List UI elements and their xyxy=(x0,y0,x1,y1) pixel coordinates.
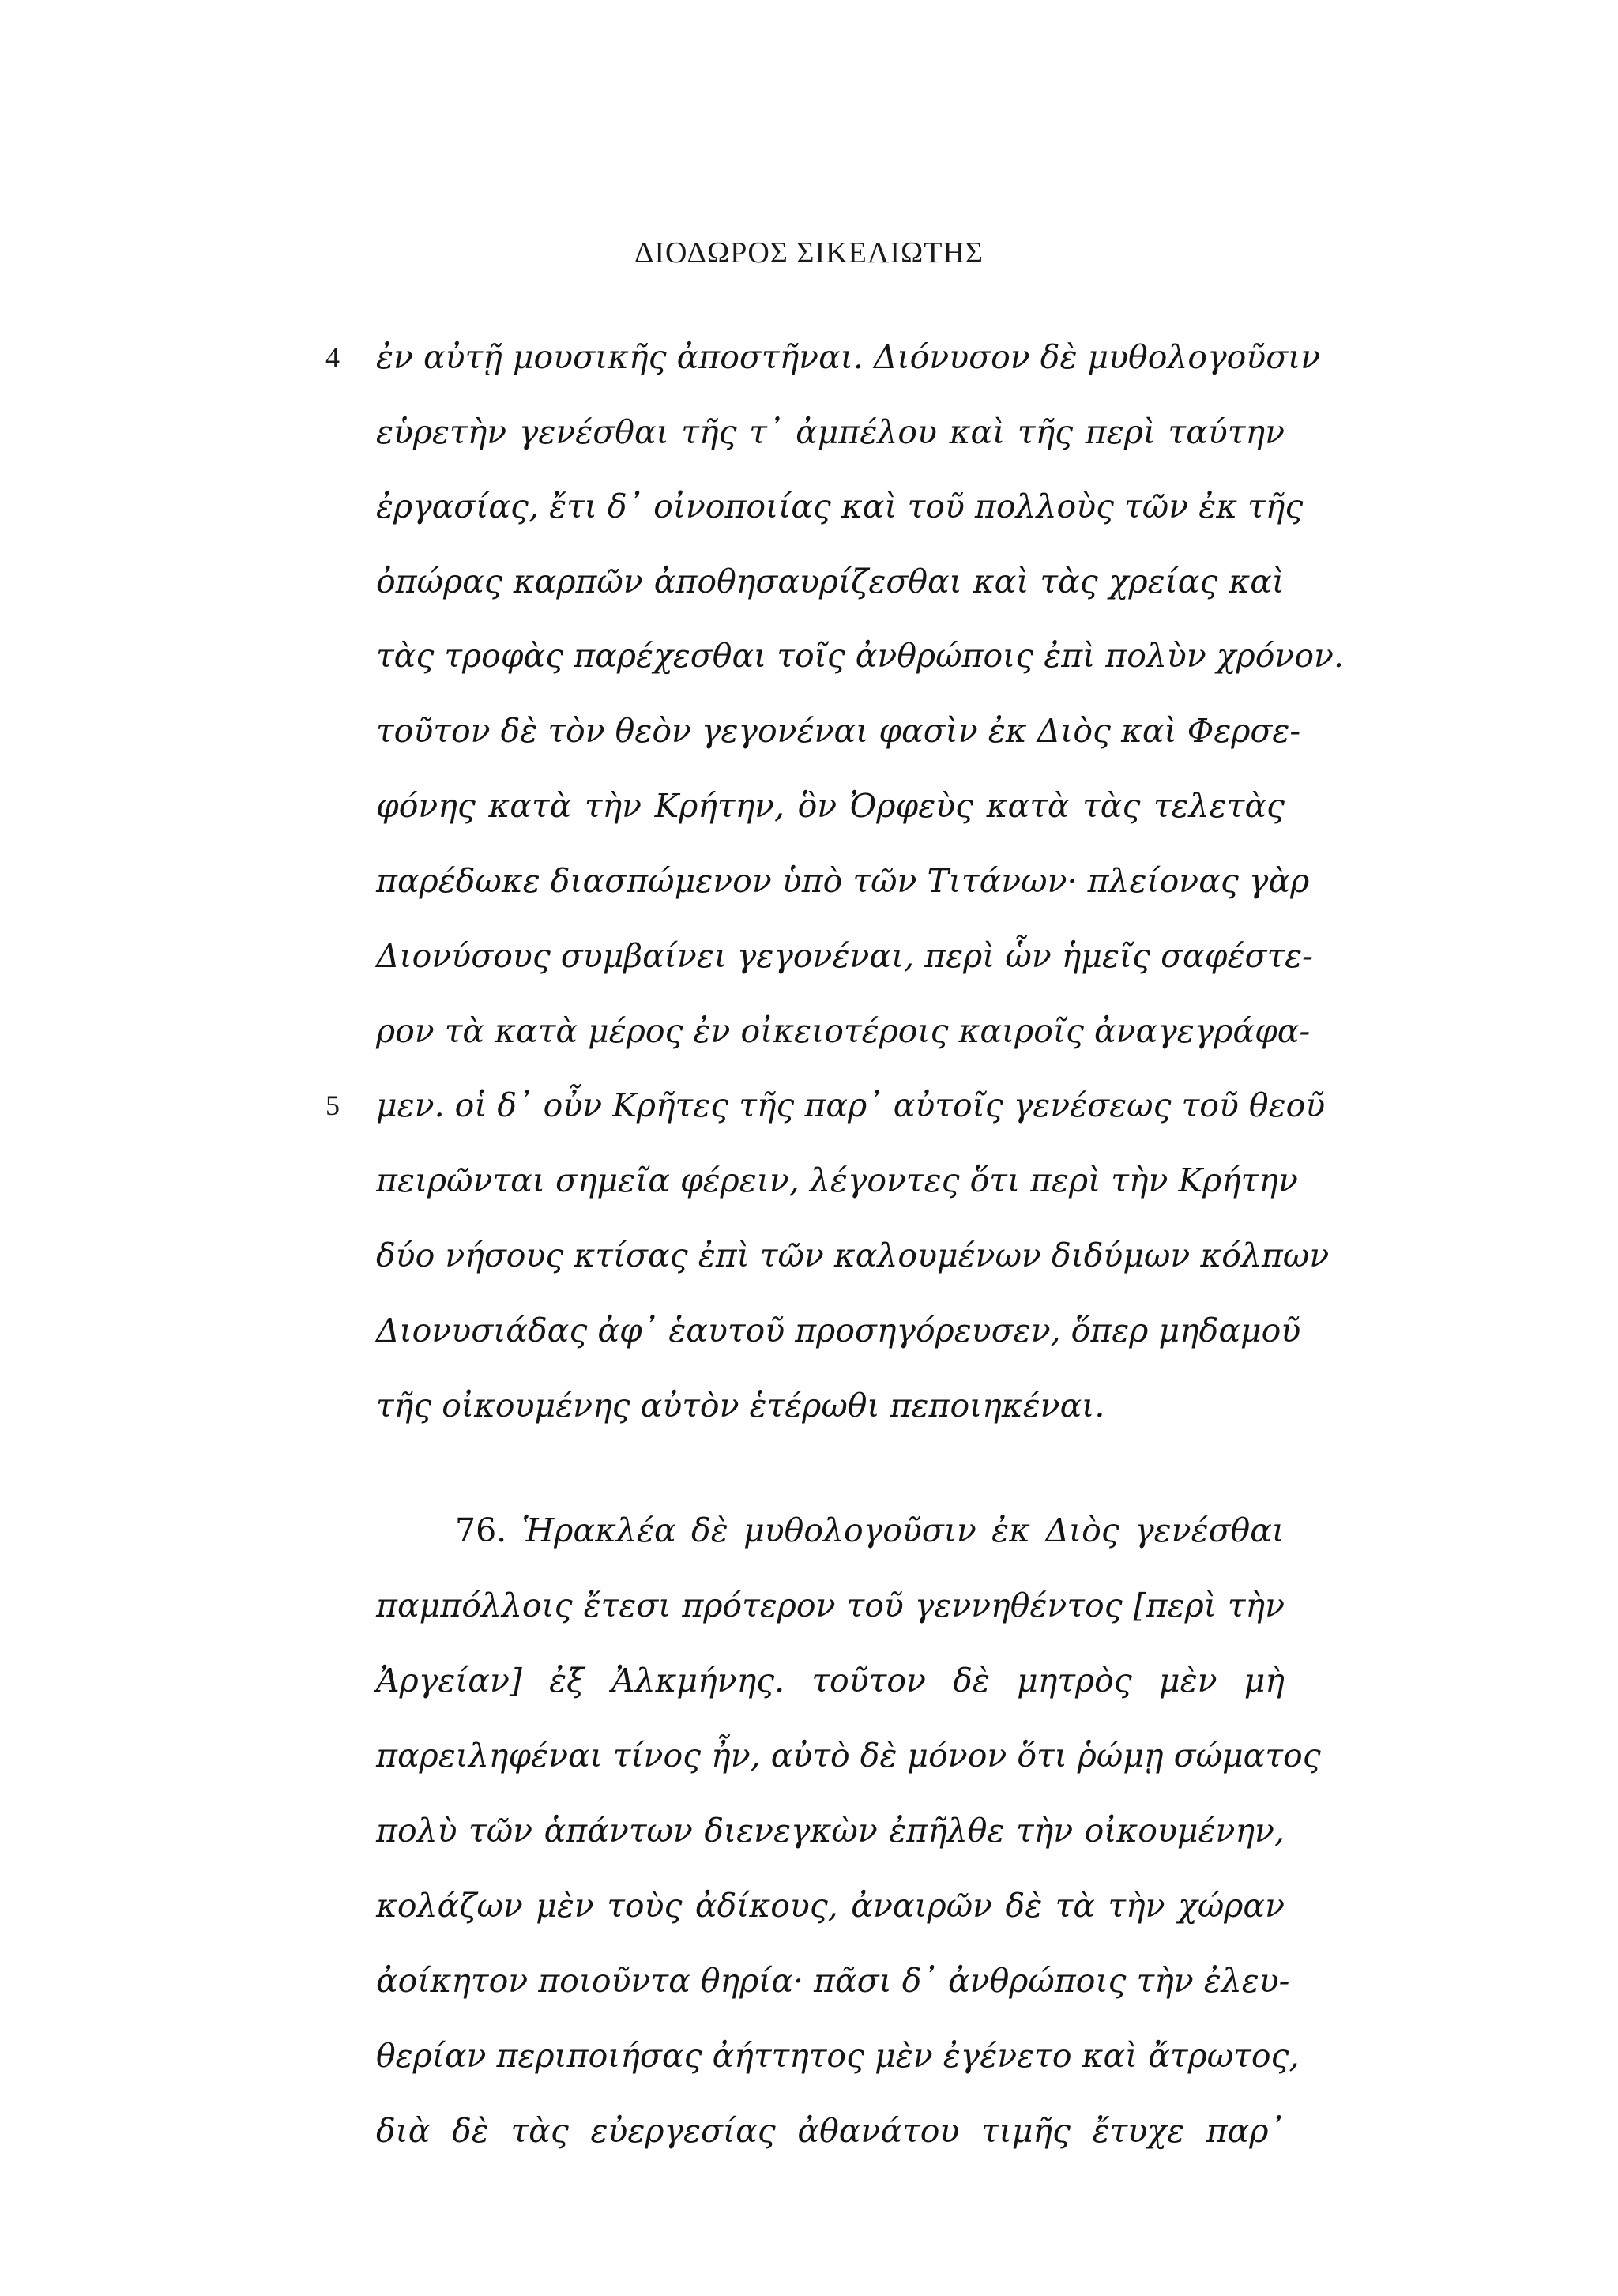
text-line: διὰ δὲ τὰς εὐεργεσίας ἀθανάτου τιμῆς ἔτυχε παρ᾽ xyxy=(376,2112,1285,2150)
text-line: κολάζων μὲν τοὺς ἀδίκους, ἀναιρῶν δὲ τὰ τὴν χώραν xyxy=(376,1887,1285,1925)
text-line: φόνης κατὰ τὴν Κρήτην, ὃν Ὀρφεὺς κατὰ τὰς τελετὰς xyxy=(376,787,1285,825)
text-line: Διονυσιάδας ἀφ᾽ ἑαυτοῦ προσηγόρευσεν, ὅπερ μηδαμοῦ xyxy=(376,1312,1301,1349)
text-line: ρον τὰ κατὰ μέρος ἐν οἰκειοτέροις καιροῖς ἀναγεγράφα- xyxy=(376,1012,1311,1050)
text-line: εὑρετὴν γενέσθαι τῆς τ᾽ ἀμπέλου καὶ τῆς περὶ ταύτην xyxy=(376,413,1285,451)
text-line: τὰς τροφὰς παρέχεσθαι τοῖς ἀνθρώποις ἐπὶ πολὺν χρόνον. xyxy=(376,637,1344,675)
text-line: θερίαν περιποιήσας ἀήττητος μὲν ἐγένετο καὶ ἄτρωτος, xyxy=(376,2037,1300,2075)
text-line: ἀοίκητον ποιοῦντα θηρία· πᾶσι δ᾽ ἀνθρώποις τὴν ἐλευ- xyxy=(376,1962,1290,2000)
margin-section-number: 4 xyxy=(325,341,340,373)
text-line: πειρῶνται σημεῖα φέρειν, λέγοντες ὅτι περὶ τὴν Κρήτην xyxy=(376,1161,1298,1199)
text-line: ὀπώρας καρπῶν ἀποθησαυρίζεσθαι καὶ τὰς χρείας καὶ xyxy=(376,563,1285,600)
text-line: δύο νήσους κτίσας ἐπὶ τῶν καλουμένων διδύμων κόλπων xyxy=(376,1236,1330,1274)
text-line: Διονύσους συμβαίνει γεγονέναι, περὶ ὧν ἡμεῖς σαφέστε- xyxy=(376,937,1313,975)
margin-section-number: 5 xyxy=(325,1090,340,1121)
text-line: τοῦτον δὲ τὸν θεὸν γεγονέναι φασὶν ἐκ Διὸς καὶ Φερσε- xyxy=(376,712,1301,750)
text-line: παμπόλλοις ἔτεσι πρότερον τοῦ γεννηθέντος [περὶ τὴν xyxy=(376,1586,1285,1624)
text-line: ἐν αὐτῇ μουσικῆς ἀποστῆναι. Διόνυσον δὲ μυθολογοῦσιν xyxy=(376,338,1321,376)
text-line: μεν. οἱ δ᾽ οὖν Κρῆτες τῆς παρ᾽ αὐτοῖς γενέσεως τοῦ θεοῦ xyxy=(376,1086,1326,1124)
text-line: παρειληφέναι τίνος ἦν, αὐτὸ δὲ μόνον ὅτι ῥώμῃ σώματος xyxy=(376,1737,1321,1775)
section-number: 76. xyxy=(455,1511,507,1549)
text-line: τῆς οἰκουμένης αὐτὸν ἑτέρωθι πεποιηκέναι. xyxy=(376,1387,1105,1425)
section-first-line xyxy=(455,1511,1285,1549)
text-line: Ἀργείαν] ἐξ Ἀλκμήνης. τοῦτον δὲ μητρὸς μὲν μὴ xyxy=(376,1662,1285,1699)
section-first-line-text: Ἡρακλέα δὲ μυθολογοῦσιν ἐκ Διὸς γενέσθαι xyxy=(521,1511,1285,1549)
text-line: πολὺ τῶν ἁπάντων διενεγκὼν ἐπῆλθε τὴν οἰκουμένην, xyxy=(376,1812,1285,1850)
text-line: παρέδωκε διασπώμενον ὑπὸ τῶν Τιτάνων· πλείονας γὰρ xyxy=(376,862,1310,900)
text-line: ἐργασίας, ἔτι δ᾽ οἰνοποιίας καὶ τοῦ πολλοὺς τῶν ἐκ τῆς xyxy=(376,487,1304,525)
running-header: ΔΙΟΔΩΡΟΣ ΣΙΚΕΛΙΩΤΗΣ xyxy=(634,236,984,269)
